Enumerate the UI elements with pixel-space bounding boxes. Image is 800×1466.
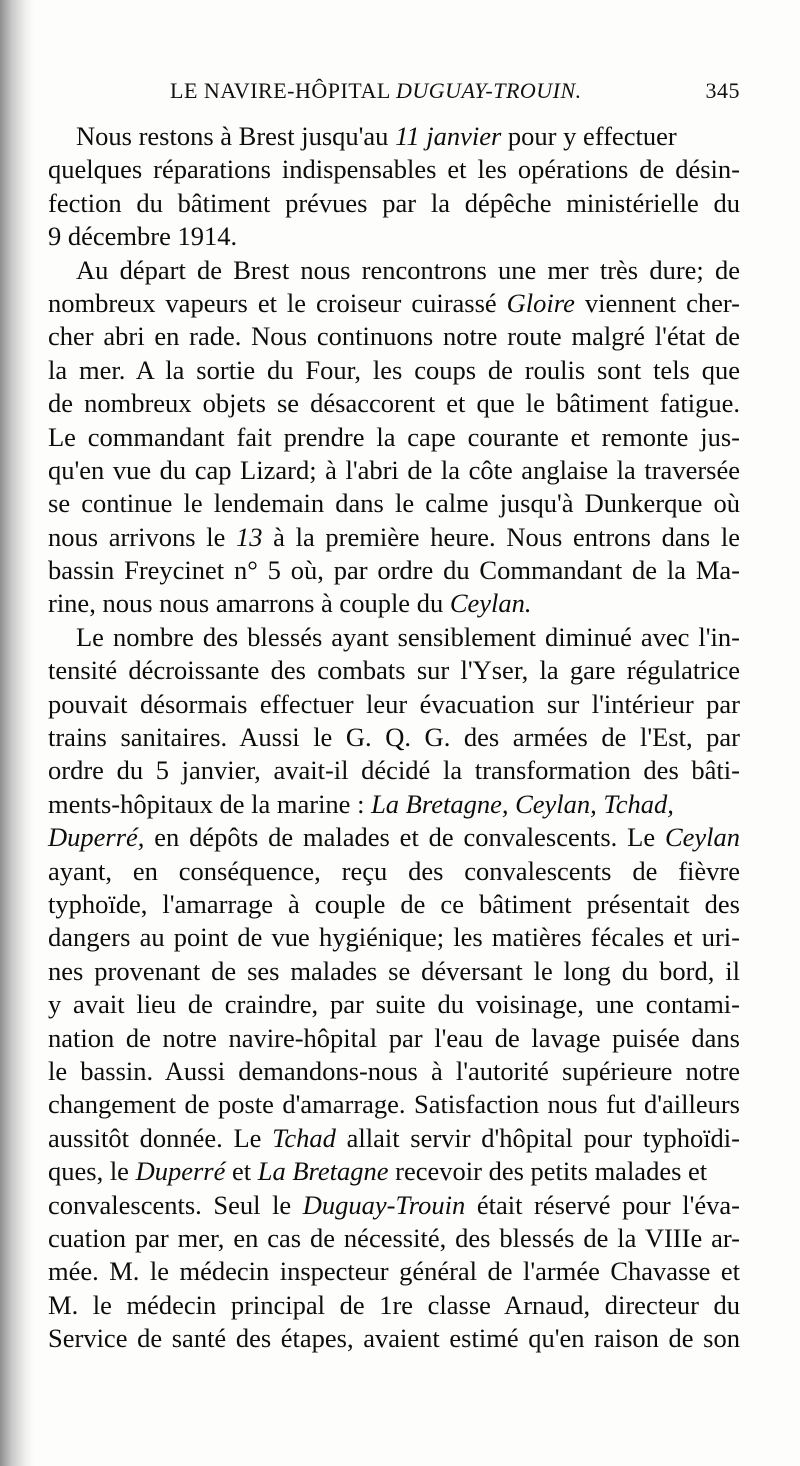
text-line: [48, 1122, 740, 1155]
text-line: [48, 688, 740, 721]
text-segment: changement de poste d'amarrage. Satisfaction nous fut d'ailleurs: [48, 1089, 740, 1120]
text-line: [48, 320, 740, 353]
text-segment: cher abri en rade. Nous continuons notre route malgré l'état de: [48, 321, 740, 352]
text-segment: en dépôts de malades et de convalescents. Le: [144, 822, 665, 853]
text-line: [48, 554, 740, 587]
italic-text: Duperré,: [48, 822, 145, 853]
text-segment: pour y effectuer: [501, 121, 677, 151]
text-line: [48, 621, 740, 654]
text-line: [48, 1088, 740, 1121]
italic-text: Duguay-Trouin: [302, 1189, 466, 1220]
text-line: [48, 287, 740, 320]
text-segment: ques, le: [48, 1156, 136, 1187]
text-line: [48, 1022, 740, 1055]
text-line: [48, 754, 740, 787]
running-header: [170, 78, 740, 112]
text-segment: bassin Freycinet n° 5 où, par ordre du Commandant de la Ma-: [48, 555, 740, 586]
italic-text: Duperré: [135, 1156, 226, 1187]
text-line: [48, 955, 740, 988]
text-segment: mée. M. le médecin inspecteur général de l'armée Chavasse et: [48, 1256, 740, 1287]
text-line: [48, 654, 740, 687]
text-line: [48, 153, 740, 186]
text-line: [48, 1322, 740, 1355]
text-segment: de nombreux objets se désaccorent et que le bâtiment fatigue.: [48, 388, 740, 419]
text-line: [48, 1055, 740, 1088]
text-line: [48, 888, 740, 921]
text-line: [48, 387, 740, 420]
text-segment: pouvait désormais effectuer leur évacuation sur l'intérieur par: [48, 688, 740, 719]
text-segment: viennent cher-: [574, 287, 740, 318]
text-line: [48, 855, 740, 888]
text-line: [48, 187, 740, 220]
text-line: [48, 354, 740, 387]
text-line: [48, 788, 740, 821]
text-segment: y avait lieu de craindre, par suite du voisinage, une contami-: [48, 989, 740, 1020]
running-title-ship: DUGUAY-TROUIN.: [396, 78, 582, 103]
text-segment: nation de notre navire-hôpital par l'eau de lavage puisée dans: [48, 1022, 740, 1053]
text-line: [48, 1289, 740, 1322]
text-segment: nes provenant de ses malades se déversant le long du bord, il: [48, 955, 740, 986]
text-line: [48, 487, 740, 520]
text-line: [48, 1255, 740, 1288]
italic-text: Tchad: [272, 1122, 336, 1153]
text-segment: cuation par mer, en cas de nécessité, des blessés de la VIIIe ar-: [48, 1222, 740, 1253]
text-line: [48, 1222, 740, 1255]
text-segment: dangers au point de vue hygiénique; les matières fécales et uri-: [48, 922, 740, 953]
text-segment: était réservé pour l'éva-: [465, 1189, 740, 1220]
text-line: [48, 587, 740, 620]
text-segment: typhoïde, l'amarrage à couple de ce bâtiment présentait des: [48, 888, 740, 919]
text-line: [48, 421, 740, 454]
text-line: [48, 454, 740, 487]
text-segment: ordre du 5 janvier, avait-il décidé la transformation des bâti-: [48, 755, 740, 786]
italic-text: La Bretagne, Ceylan, Tchad,: [371, 788, 674, 819]
text-segment: rine, nous nous amarrons à couple du: [48, 588, 450, 619]
text-segment: le bassin. Aussi demandons-nous à l'autorité supérieure notre: [48, 1055, 740, 1086]
text-segment: allait servir d'hôpital pour typhoïdi-: [335, 1122, 740, 1153]
running-title: [170, 78, 582, 104]
text-segment: M. le médecin principal de 1re classe Arnaud, directeur du: [48, 1289, 740, 1320]
text-line: [48, 1189, 740, 1222]
text-line: [48, 921, 740, 954]
text-segment: nous arrivons le: [48, 521, 237, 552]
text-line: [48, 721, 740, 754]
text-segment: qu'en vue du cap Lizard; à l'abri de la côte anglaise la traversée: [48, 454, 740, 485]
italic-text: 13: [236, 521, 263, 552]
text-segment: recevoir des petits malades et: [388, 1156, 708, 1187]
text-segment: ments-hôpitaux de la marine :: [48, 788, 372, 819]
text-segment: Nous restons à Brest jusqu'au: [76, 121, 396, 151]
text-segment: 9 décembre 1914.: [48, 221, 238, 252]
text-line: [48, 988, 740, 1021]
text-line: [48, 254, 740, 287]
text-segment: à la première heure. Nous entrons dans le: [262, 521, 740, 552]
italic-text: La Bretagne: [257, 1156, 389, 1187]
text-line: [48, 120, 740, 153]
text-segment: tensité décroissante des combats sur l'Yser, la gare régulatrice: [48, 655, 740, 686]
text-segment: nombreux vapeurs et le croiseur cuirassé: [48, 287, 507, 318]
text-line: [48, 521, 740, 554]
text-segment: Le commandant fait prendre la cape courante et remonte jus-: [48, 421, 740, 452]
text-line: [48, 220, 740, 253]
text-line: [48, 1155, 740, 1188]
text-segment: la mer. A la sortie du Four, les coups de roulis sont tels que: [48, 354, 740, 385]
page-gutter-shadow: [0, 0, 34, 1466]
text-segment: Service de santé des étapes, avaient estimé qu'en raison de son: [48, 1323, 740, 1354]
running-title-prefix: LE NAVIRE-HÔPITAL: [170, 78, 396, 103]
body-text: [48, 120, 740, 1355]
text-segment: convalescents. Seul le: [48, 1189, 303, 1220]
italic-text: Gloire: [506, 287, 575, 318]
text-segment: se continue le lendemain dans le calme jusqu'à Dunkerque où: [48, 488, 740, 519]
italic-text: Ceylan: [664, 822, 740, 853]
text-segment: et: [225, 1156, 258, 1187]
italic-text: Ceylan.: [449, 588, 532, 619]
text-segment: Au départ de Brest nous rencontrons une mer très dure; de: [76, 254, 740, 285]
text-segment: Le nombre des blessés ayant sensiblement diminué avec l'in-: [76, 621, 740, 652]
text-segment: ayant, en conséquence, reçu des convalescents de fièvre: [48, 855, 740, 886]
text-segment: quelques réparations indispensables et les opérations de désin-: [48, 154, 740, 185]
page-number: 345: [705, 78, 740, 103]
italic-text: 11 janvier: [395, 121, 502, 151]
text-segment: fection du bâtiment prévues par la dépêche ministérielle du: [48, 187, 740, 218]
text-segment: aussitôt donnée. Le: [48, 1122, 273, 1153]
text-segment: trains sanitaires. Aussi le G. Q. G. des armées de l'Est, par: [48, 722, 740, 753]
text-line: [48, 821, 740, 854]
